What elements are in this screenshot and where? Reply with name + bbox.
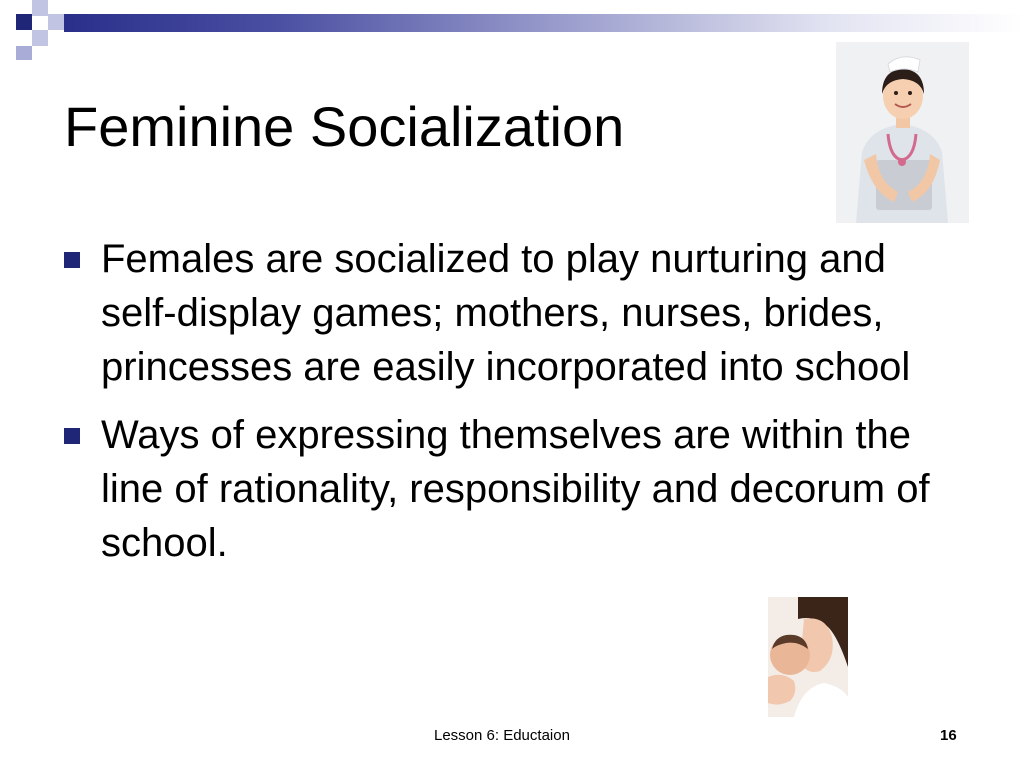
bullet-text: Females are socialized to play nurturing and self-display games; mothers, nurses, brides, princesses are easily incorporated into school [101,237,911,389]
bullet-item [64,408,954,570]
bullet-text: Ways of expressing themselves are within the line of rationality, responsibility and decorum of school. [101,413,930,565]
corner-square-light [32,30,48,46]
slide-title: Feminine Socialization [64,95,625,158]
square-bullet-icon [64,428,80,444]
mother-baby-photo [768,597,848,717]
square-bullet-icon [64,252,80,268]
corner-square-dark [16,14,32,30]
bullet-list [64,232,954,584]
corner-square-light [48,14,64,30]
footer-lesson-label: Lesson 6: Eductaion [434,727,570,744]
slide-page-number: 16 [940,727,957,744]
header-gradient-bar [64,14,1024,32]
bullet-item [64,232,954,394]
corner-square-light [32,0,48,16]
nurse-photo [836,42,969,223]
corner-square-mid [16,46,32,60]
